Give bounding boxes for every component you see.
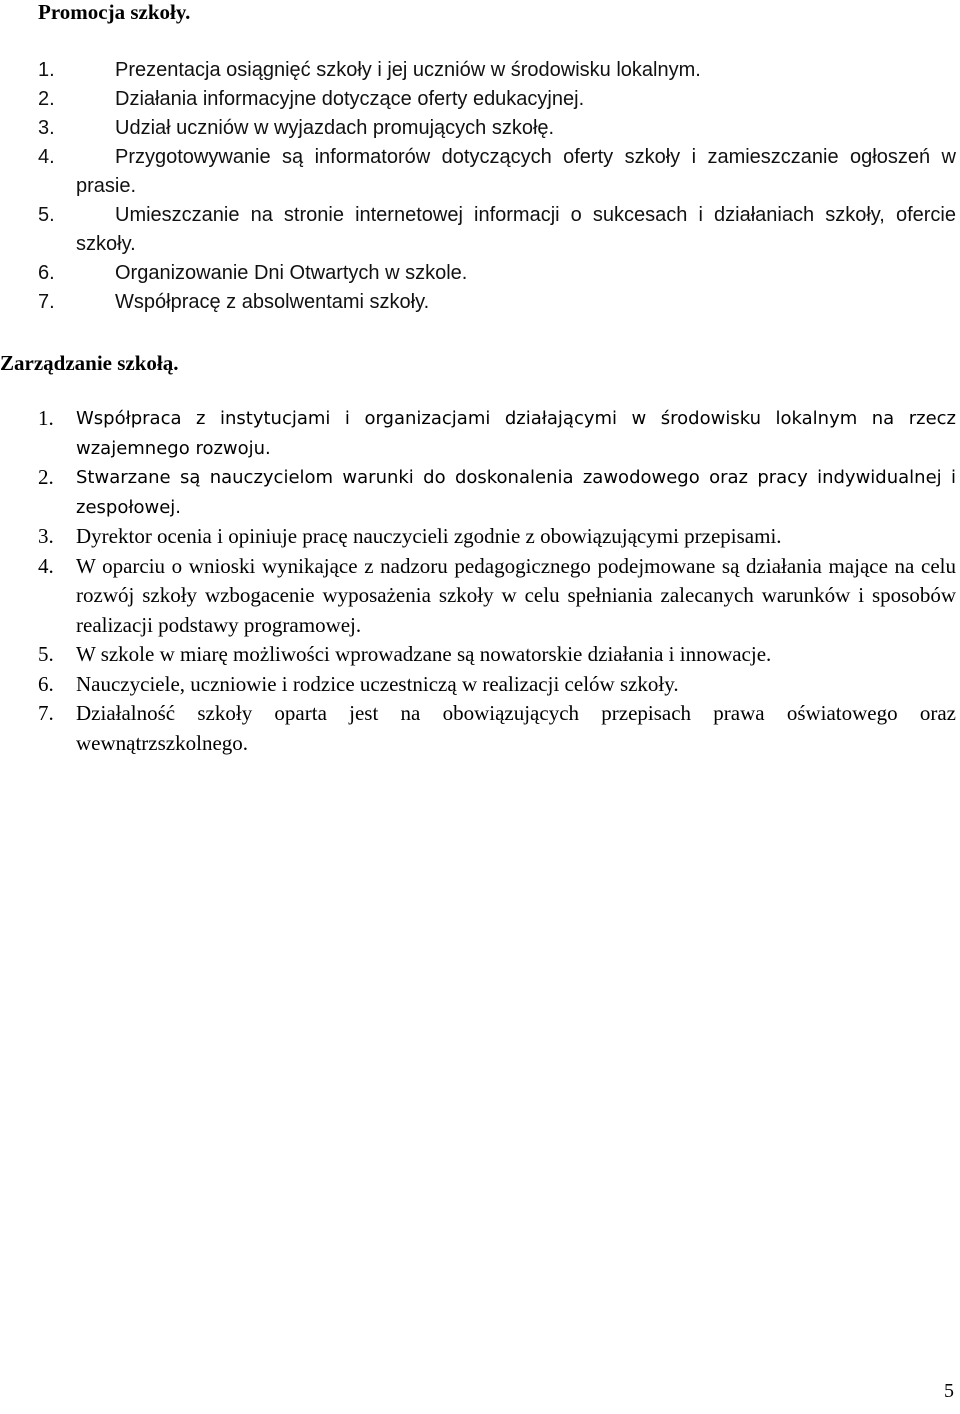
list-item — [0, 670, 960, 700]
list-item — [0, 85, 960, 114]
item-text: W oparciu o wnioski wynikające z nadzoru pedagogicznego podejmowane są działania mające na celu rozwój szkoły wzbogacenie wyposażenia szkoły w celu spełniania zalecanych warunków i sposobów realizacji podstawy programowej. — [76, 553, 956, 637]
list-item — [0, 463, 960, 522]
item-text: Stwarzane są nauczycielom warunki do doskonalenia zawodowego oraz pracy indywidualnej i zespołowej. — [76, 467, 956, 518]
promocja-list — [0, 56, 960, 317]
item-number: 4. — [38, 553, 54, 578]
item-number: 6. — [38, 262, 55, 284]
item-text: Współpraca z instytucjami i organizacjami działającymi w środowisku lokalnym na rzecz wzajemnego rozwoju. — [76, 408, 956, 459]
list-item — [0, 56, 960, 85]
list-item — [0, 552, 960, 641]
list-item — [0, 201, 960, 259]
item-text: Działania informacyjne dotyczące oferty edukacyjnej. — [115, 88, 585, 110]
list-item — [0, 640, 960, 670]
section-heading-promocja: Promocja szkoły. — [38, 0, 191, 24]
item-number: 4. — [38, 146, 55, 168]
section-heading-zarzadzanie: Zarządzanie szkołą. — [0, 351, 179, 375]
item-text: Organizowanie Dni Otwartych w szkole. — [115, 262, 468, 284]
list-item — [0, 143, 960, 201]
item-number: 1. — [38, 59, 55, 81]
item-number: 6. — [38, 671, 54, 696]
item-number: 7. — [38, 291, 55, 313]
item-number: 3. — [38, 524, 54, 548]
item-text: Współpracę z absolwentami szkoły. — [115, 291, 430, 313]
list-item — [0, 404, 960, 463]
item-text: Prezentacja osiągnięć szkoły i jej uczniów w środowisku lokalnym. — [115, 59, 701, 81]
item-number: 1. — [38, 406, 54, 430]
item-text: Dyrektor ocenia i opiniuje pracę nauczycieli zgodnie z obowiązującymi przepisami. — [76, 524, 782, 548]
zarzadzanie-list — [0, 404, 960, 758]
item-number: 2. — [38, 465, 54, 489]
list-item — [0, 114, 960, 143]
item-number: 2. — [38, 88, 55, 110]
list-item — [0, 288, 960, 317]
list-item — [0, 699, 960, 758]
item-number: 5. — [38, 204, 55, 226]
item-text: Umieszczanie na stronie internetowej informacji o sukcesach i działaniach szkoły, ofercie szkoły. — [76, 204, 956, 255]
item-text: W szkole w miarę możliwości wprowadzane są nowatorskie działania i innowacje. — [76, 642, 772, 666]
list-item — [0, 259, 960, 288]
item-text: Działalność szkoły oparta jest na obowiązujących przepisach prawa oświatowego oraz wewnątrzszkolnego. — [76, 701, 956, 755]
page-number: 5 — [944, 1380, 954, 1402]
item-number: 3. — [38, 117, 55, 139]
item-text: Udział uczniów w wyjazdach promujących szkołę. — [115, 117, 555, 139]
item-text: Przygotowywanie są informatorów dotyczących oferty szkoły i zamieszczanie ogłoszeń w prasie. — [76, 146, 956, 197]
item-text: Nauczyciele, uczniowie i rodzice uczestniczą w realizacji celów szkoły. — [76, 671, 679, 696]
item-number: 5. — [38, 642, 54, 666]
list-item — [0, 522, 960, 552]
item-number: 7. — [38, 701, 54, 725]
